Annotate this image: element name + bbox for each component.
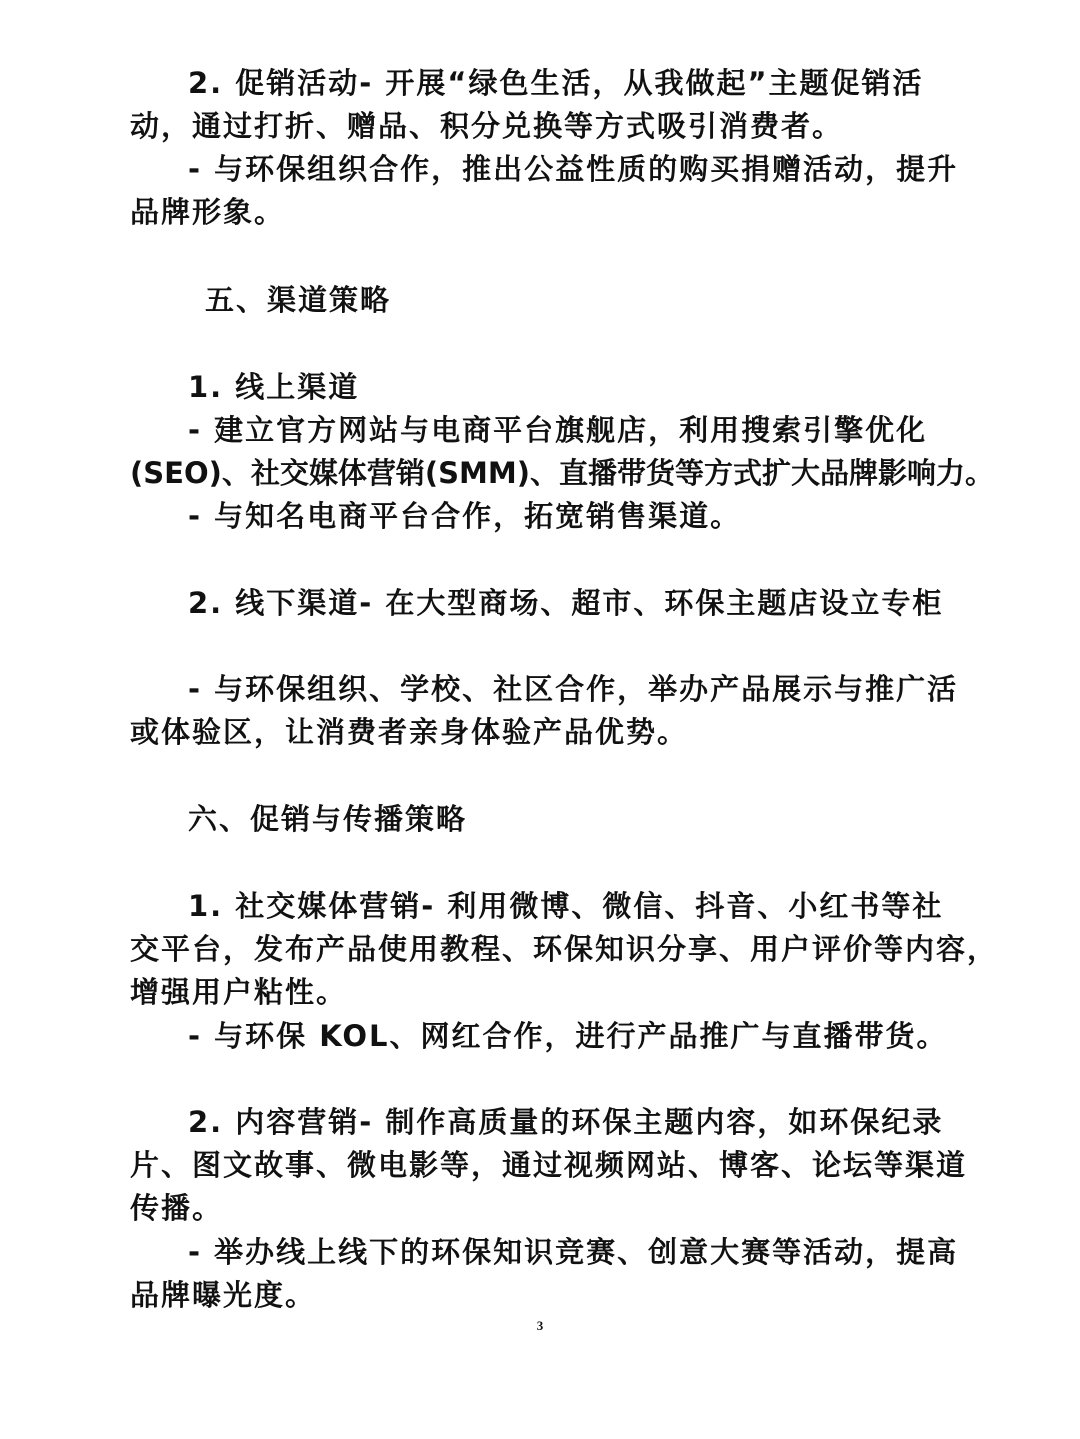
text-line: 1. 线上渠道 — [188, 370, 360, 404]
text-line: 品牌曝光度。 — [130, 1278, 317, 1312]
text-line: (SEO)、社交媒体营销(SMM)、直播带货等方式扩大品牌影响力。 — [130, 456, 994, 490]
text-line: - 与知名电商平台合作，拓宽销售渠道。 — [188, 499, 742, 533]
text-line: 或体验区，让消费者亲身体验产品优势。 — [130, 715, 689, 749]
text-line: 片、图文故事、微电影等，通过视频网站、博客、论坛等渠道 — [130, 1148, 968, 1182]
paragraph-charity-cooperation — [130, 148, 960, 234]
text-line: 2. 线下渠道- 在大型商场、超市、环保主题店设立专柜 — [188, 586, 944, 620]
text-line: 增强用户粘性。 — [130, 975, 348, 1009]
text-line: 动，通过打折、赠品、积分兑换等方式吸引消费者。 — [130, 109, 844, 143]
text-line: - 与环保 KOL、网红合作，进行产品推广与直播带货。 — [188, 1019, 948, 1053]
paragraph-online-channel-title — [130, 366, 960, 409]
text-line: 传播。 — [130, 1191, 224, 1225]
text-line: 1. 社交媒体营销- 利用微博、微信、抖音、小红书等社 — [188, 889, 944, 923]
text-line: - 与环保组织合作，推出公益性质的购买捐赠活动，提升 — [188, 152, 959, 186]
paragraph-online-channel-details — [130, 409, 994, 495]
paragraph-kol-cooperation — [130, 1015, 960, 1058]
paragraph-promotion-activity — [130, 62, 960, 148]
paragraph-community-cooperation — [130, 668, 960, 754]
paragraph-offline-channel — [130, 582, 960, 625]
text-line: 2. 促销活动- 开展“绿色生活，从我做起”主题促销活 — [188, 66, 924, 100]
section-heading-promotion-communication: 六、促销与传播策略 — [188, 802, 468, 836]
text-line: - 建立官方网站与电商平台旗舰店，利用搜索引擎优化 — [188, 413, 928, 447]
paragraph-knowledge-competition — [130, 1231, 960, 1317]
text-line: 品牌形象。 — [130, 195, 286, 229]
paragraph-social-media-marketing — [130, 885, 999, 1014]
paragraph-ecommerce-cooperation — [130, 495, 960, 538]
text-line: 交平台，发布产品使用教程、环保知识分享、用户评价等内容， — [130, 932, 999, 966]
text-line: - 举办线上线下的环保知识竞赛、创意大赛等活动，提高 — [188, 1235, 959, 1269]
section-heading-channel-strategy: 五、渠道策略 — [205, 283, 392, 317]
paragraph-content-marketing — [130, 1101, 968, 1230]
page-number: 3 — [536, 1318, 544, 1333]
text-line: 2. 内容营销- 制作高质量的环保主题内容，如环保纪录 — [188, 1105, 944, 1139]
text-line: - 与环保组织、学校、社区合作，举办产品展示与推广活 — [188, 672, 959, 706]
